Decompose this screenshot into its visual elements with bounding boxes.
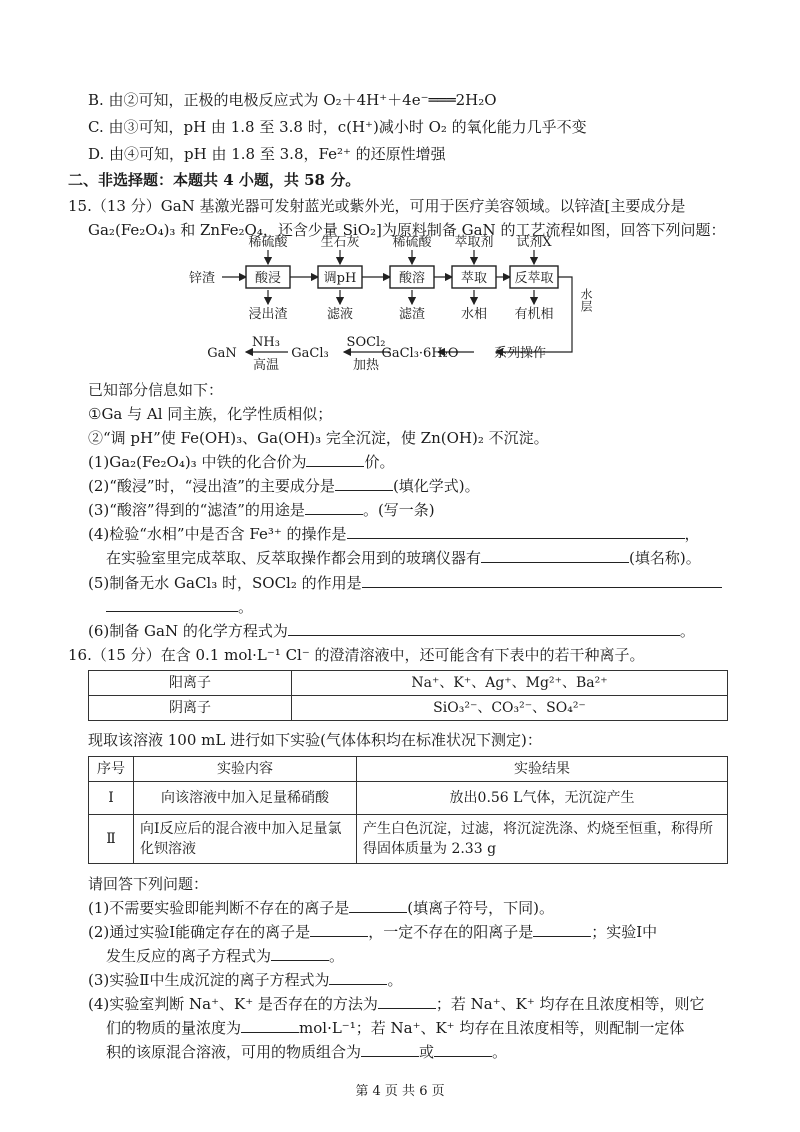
answer-blank[interactable] [241,1018,299,1033]
q15-stem-line2: Ga₂(Fe₂O₄)₃ 和 ZnFe₂O₄，还含少量 SiO₂]为原料制备 GaN 的工艺流程如图，回答下列问题： [88,221,726,239]
ion-list: Na⁺、K⁺、Ag⁺、Mg²⁺、Ba²⁺ [292,671,728,696]
q16-stem: 16.（15 分）在含 0.1 mol·L⁻¹ Cl⁻ 的澄清溶液中，还可能含有下表中的若干种离子。 [68,646,645,664]
side-label: 水层 [579,288,593,312]
output-2: 滤液 [326,307,354,322]
reagent-1: 稀硫酸 [248,235,288,250]
ion-list: SiO₃²⁻、CO₃²⁻、SO₄²⁻ [292,696,728,721]
section-heading: 二、非选择题：本题共 4 小题，共 58 分。 [68,171,361,189]
flow-start: 锌渣 [188,271,216,286]
q16-4b: 们的物质的量浓度为 mol·L⁻¹；若 Na⁺、K⁺ 均存在且浓度相等，则配制一定体 [106,1019,685,1037]
q16-1: (1)不需要实验即能判断不存在的离子是 (填离子符号，下同)。 [88,899,554,917]
step-1: 酸浸 [254,271,282,286]
q16-4c: 积的该原混合溶液，可用的物质组合为 或 。 [106,1043,508,1061]
high-temp-condition: 高温 [252,358,280,373]
exp-row [89,782,728,815]
option-c: C. 由③可知，pH 由 1.8 至 3.8 时，c(H⁺)减小时 O₂ 的氧化能力几乎不变 [88,118,587,136]
answer-blank[interactable] [349,898,407,913]
option-d: D. 由④可知，pH 由 1.8 至 3.8，Fe²⁺ 的还原性增强 [88,145,446,163]
header-content: 实验内容 [134,757,357,782]
exp-content: 向Ⅰ反应后的混合液中加入足量氯化钡溶液 [134,815,357,864]
answer-blank[interactable] [306,452,364,467]
answer-blank[interactable] [481,548,629,563]
answer-blank[interactable] [329,970,387,985]
output-5: 有机相 [514,307,554,322]
answer-blank[interactable] [533,922,591,937]
info-heading: 已知部分信息如下： [88,381,224,399]
header-no: 序号 [89,757,134,782]
step-4: 萃取 [460,271,488,286]
exp-result: 放出0.56 L气体，无沉淀产生 [357,782,728,815]
answer-blank[interactable] [362,573,722,588]
exp-row [89,815,728,864]
process-flow-diagram [0,0,800,400]
answer-blank[interactable] [378,994,436,1009]
answer-blank[interactable] [305,500,363,515]
gacl3-hydrate: GaCl₃·6H₂O [381,346,459,361]
reagent-3: 稀硫酸 [392,235,432,250]
ion-row-cation [89,671,728,696]
gacl3: GaCl₃ [291,346,329,361]
q15-5: (5)制备无水 GaCl₃ 时，SOCl₂ 的作用是 [88,573,722,593]
reagent-4: 萃取剂 [454,235,494,250]
nh3-reagent: NH₃ [252,335,280,350]
q15-5b: 。 [106,597,253,617]
q15-6: (6)制备 GaN 的化学方程式为 。 [88,622,695,640]
reagent-5: 试剂X [516,235,552,250]
exp-no: Ⅰ [89,782,134,815]
q16-3: (3)实验Ⅱ中生成沉淀的离子方程式为 。 [88,971,403,989]
experiment-table [88,756,728,864]
output-4: 水相 [460,307,488,322]
answer-blank[interactable] [271,946,329,961]
q15-2: (2)“酸浸”时，“浸出渣”的主要成分是 (填化学式)。 [88,477,480,495]
step-3: 酸溶 [398,271,426,286]
answer-blank[interactable] [361,1042,419,1057]
exp-content: 向该溶液中加入足量稀硝酸 [134,782,357,815]
output-1: 浸出渣 [248,307,288,322]
socl2-reagent: SOCl₂ [346,335,386,350]
answer-blank[interactable] [347,524,685,539]
exp-header-row [89,757,728,782]
experiment-intro: 现取该溶液 100 mL 进行如下实验(气体体积均在标准状况下测定)： [88,731,542,749]
q16-4: (4)实验室判断 Na⁺、K⁺ 是否存在的方法为 ；若 Na⁺、K⁺ 均存在且浓度相等，则它 [88,995,705,1013]
answer-blank[interactable] [106,597,238,612]
q15-stem-line1: 15.（13 分）GaN 基激光器可发射蓝光或紫外光，可用于医疗美容领域。以锌渣[主要成分是 [68,197,686,215]
q15-4: (4)检验“水相”中是否含 Fe³⁺ 的操作是 ， [88,525,700,543]
header-result: 实验结果 [357,757,728,782]
ion-row-anion [89,696,728,721]
exp-no: Ⅱ [89,815,134,864]
reagent-2: 生石灰 [320,235,360,250]
series-operation: 系列操作 [493,346,547,361]
heat-condition: 加热 [352,358,380,373]
q16-2b: 发生反应的离子方程式为 。 [106,947,345,965]
step-5: 反萃取 [514,271,554,286]
info-1: ①Ga 与 Al 同主族，化学性质相似； [88,405,333,423]
ion-table [88,670,728,721]
option-b: B. 由②可知，正极的电极反应式为 O₂＋4H⁺＋4e⁻═══2H₂O [88,91,497,109]
q15-3: (3)“酸溶”得到的“滤渣”的用途是 。(写一条) [88,501,435,519]
answer-blank[interactable] [288,621,680,636]
exp-result: 产生白色沉淀，过滤，将沉淀洗涤、灼烧至恒重，称得所得固体质量为 2.33 g [357,815,728,864]
step-2: 调pH [323,271,357,286]
answer-blank[interactable] [335,476,393,491]
ion-label: 阴离子 [89,696,292,721]
please-answer: 请回答下列问题： [88,875,209,893]
ion-label: 阳离子 [89,671,292,696]
q15-1: (1)Ga₂(Fe₂O₄)₃ 中铁的化合价为 价。 [88,453,395,471]
q16-2: (2)通过实验Ⅰ能确定存在的离子是 ，一定不存在的阳离子是 ；实验Ⅰ中 [88,923,658,941]
q15-4b: 在实验室里完成萃取、反萃取操作都会用到的玻璃仪器有 (填名称)。 [106,549,701,567]
page-footer: 第 4 页 共 6 页 [355,1084,445,1099]
answer-blank[interactable] [434,1042,492,1057]
answer-blank[interactable] [310,922,368,937]
info-2: ②“调 pH”使 Fe(OH)₃、Ga(OH)₃ 完全沉淀，使 Zn(OH)₂ 不沉淀。 [88,429,549,447]
output-3: 滤渣 [398,307,426,322]
gan-product: GaN [207,346,237,361]
